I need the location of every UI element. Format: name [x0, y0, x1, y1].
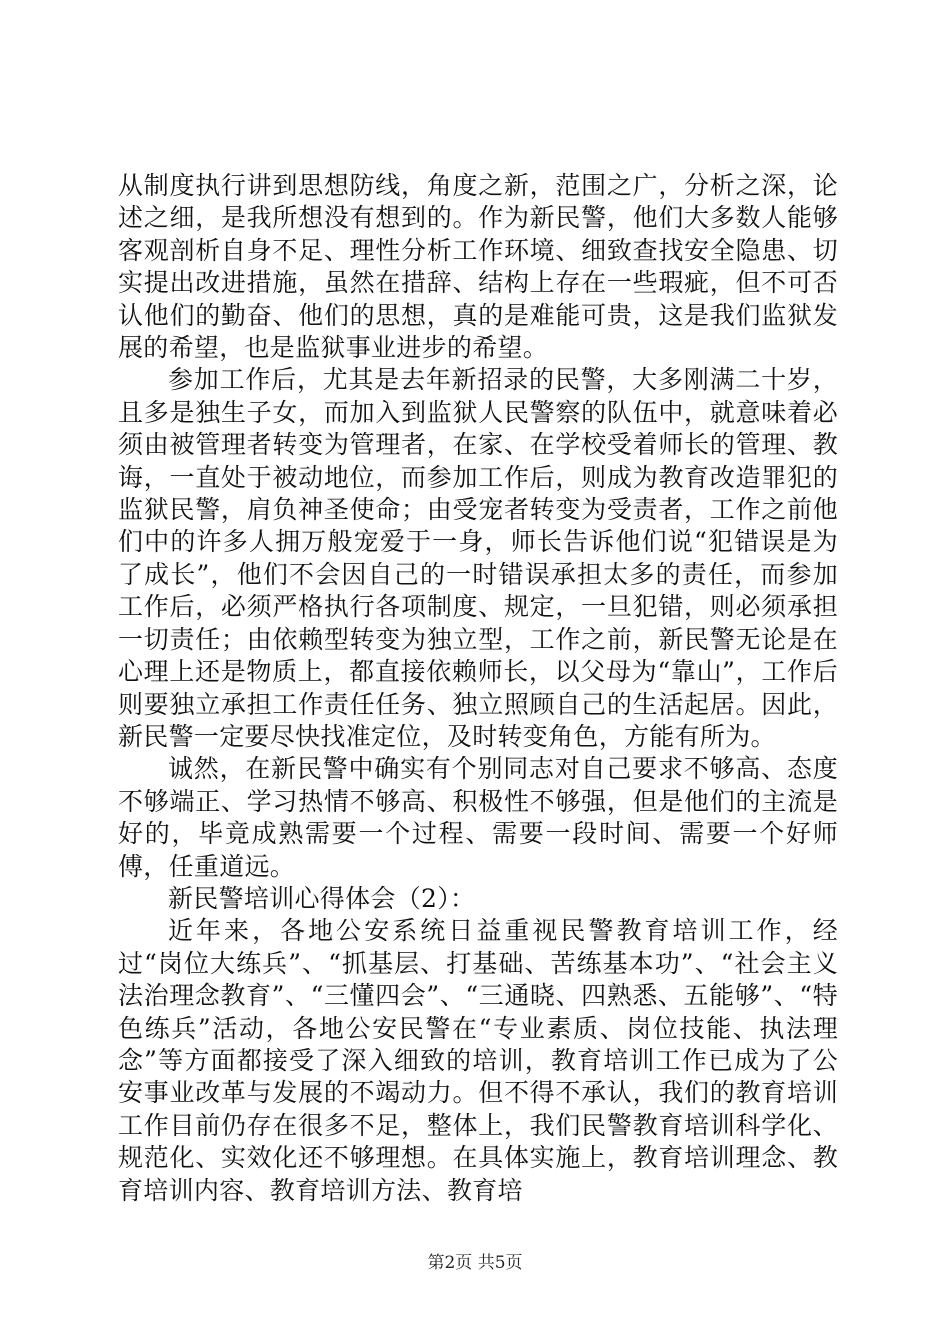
document-body: [118, 170, 838, 1207]
paragraph-1: 从制度执行讲到思想防线，角度之新，范围之广，分析之深，论述之细，是我所想没有想到的。作为新民警，他们大多数人能够客观剖析自身不足、理性分析工作环境、细致查找安全隐患、切实提出改进措施，虽然在措辞、结构上存在一些瑕疵，但不可否认他们的勤奋、他们的思想，真的是难能可贵，这是我们监狱发展的希望，也是监狱事业进步的希望。: [118, 171, 838, 363]
page-number-footer: 第2页 共5页: [427, 1253, 523, 1273]
section-heading: 新民警培训心得体会（2）：: [168, 883, 476, 913]
paragraph-4: 近年来，各地公安系统日益重视民警教育培训工作，经过“岗位大练兵”、“抓基层、打基础、苦练基本功”、“社会主义法治理念教育”、“三懂四会”、“三通晓、四熟悉、五能够”、“特色练兵”活动，各地公安民警在“专业素质、岗位技能、执法理念”等方面都接受了深入细致的培训，教育培训工作已成为了公安事业改革与发展的不竭动力。但不得不承认，我们的教育培训工作目前仍存在很多不足，整体上，我们民警教育培训科学化、规范化、实效化还不够理想。在具体实施上，教育培训理念、教育培训内容、教育培训方法、教育培: [118, 916, 838, 1205]
paragraph-2: 参加工作后，尤其是去年新招录的民警，大多刚满二十岁，且多是独生子女，而加入到监狱人民警察的队伍中，就意味着必须由被管理者转变为管理者，在家、在学校受着师长的管理、教诲，一直处于被动地位，而参加工作后，则成为教育改造罪犯的监狱民警，肩负神圣使命；由受宠者转变为受责者，工作之前他们中的许多人拥万般宠爱于一身，师长告诉他们说“犯错误是为了成长”，他们不会因自己的一时错误承担太多的责任，而参加工作后，必须严格执行各项制度、规定，一旦犯错，则必须承担一切责任；由依赖型转变为独立型，工作之前，新民警无论是在心理上还是物质上，都直接依赖师长，以父母为“靠山”，工作后则要独立承担工作责任任务、独立照顾自己的生活起居。因此，新民警一定要尽快找准定位，及时转变角色，方能有所为。: [118, 365, 838, 751]
paragraph-3: 诚然，在新民警中确实有个别同志对自己要求不够高、态度不够端正、学习热情不够高、积极性不够强，但是他们的主流是好的，毕竟成熟需要一个过程、需要一段时间、需要一个好师傅，任重道远。: [118, 754, 838, 881]
